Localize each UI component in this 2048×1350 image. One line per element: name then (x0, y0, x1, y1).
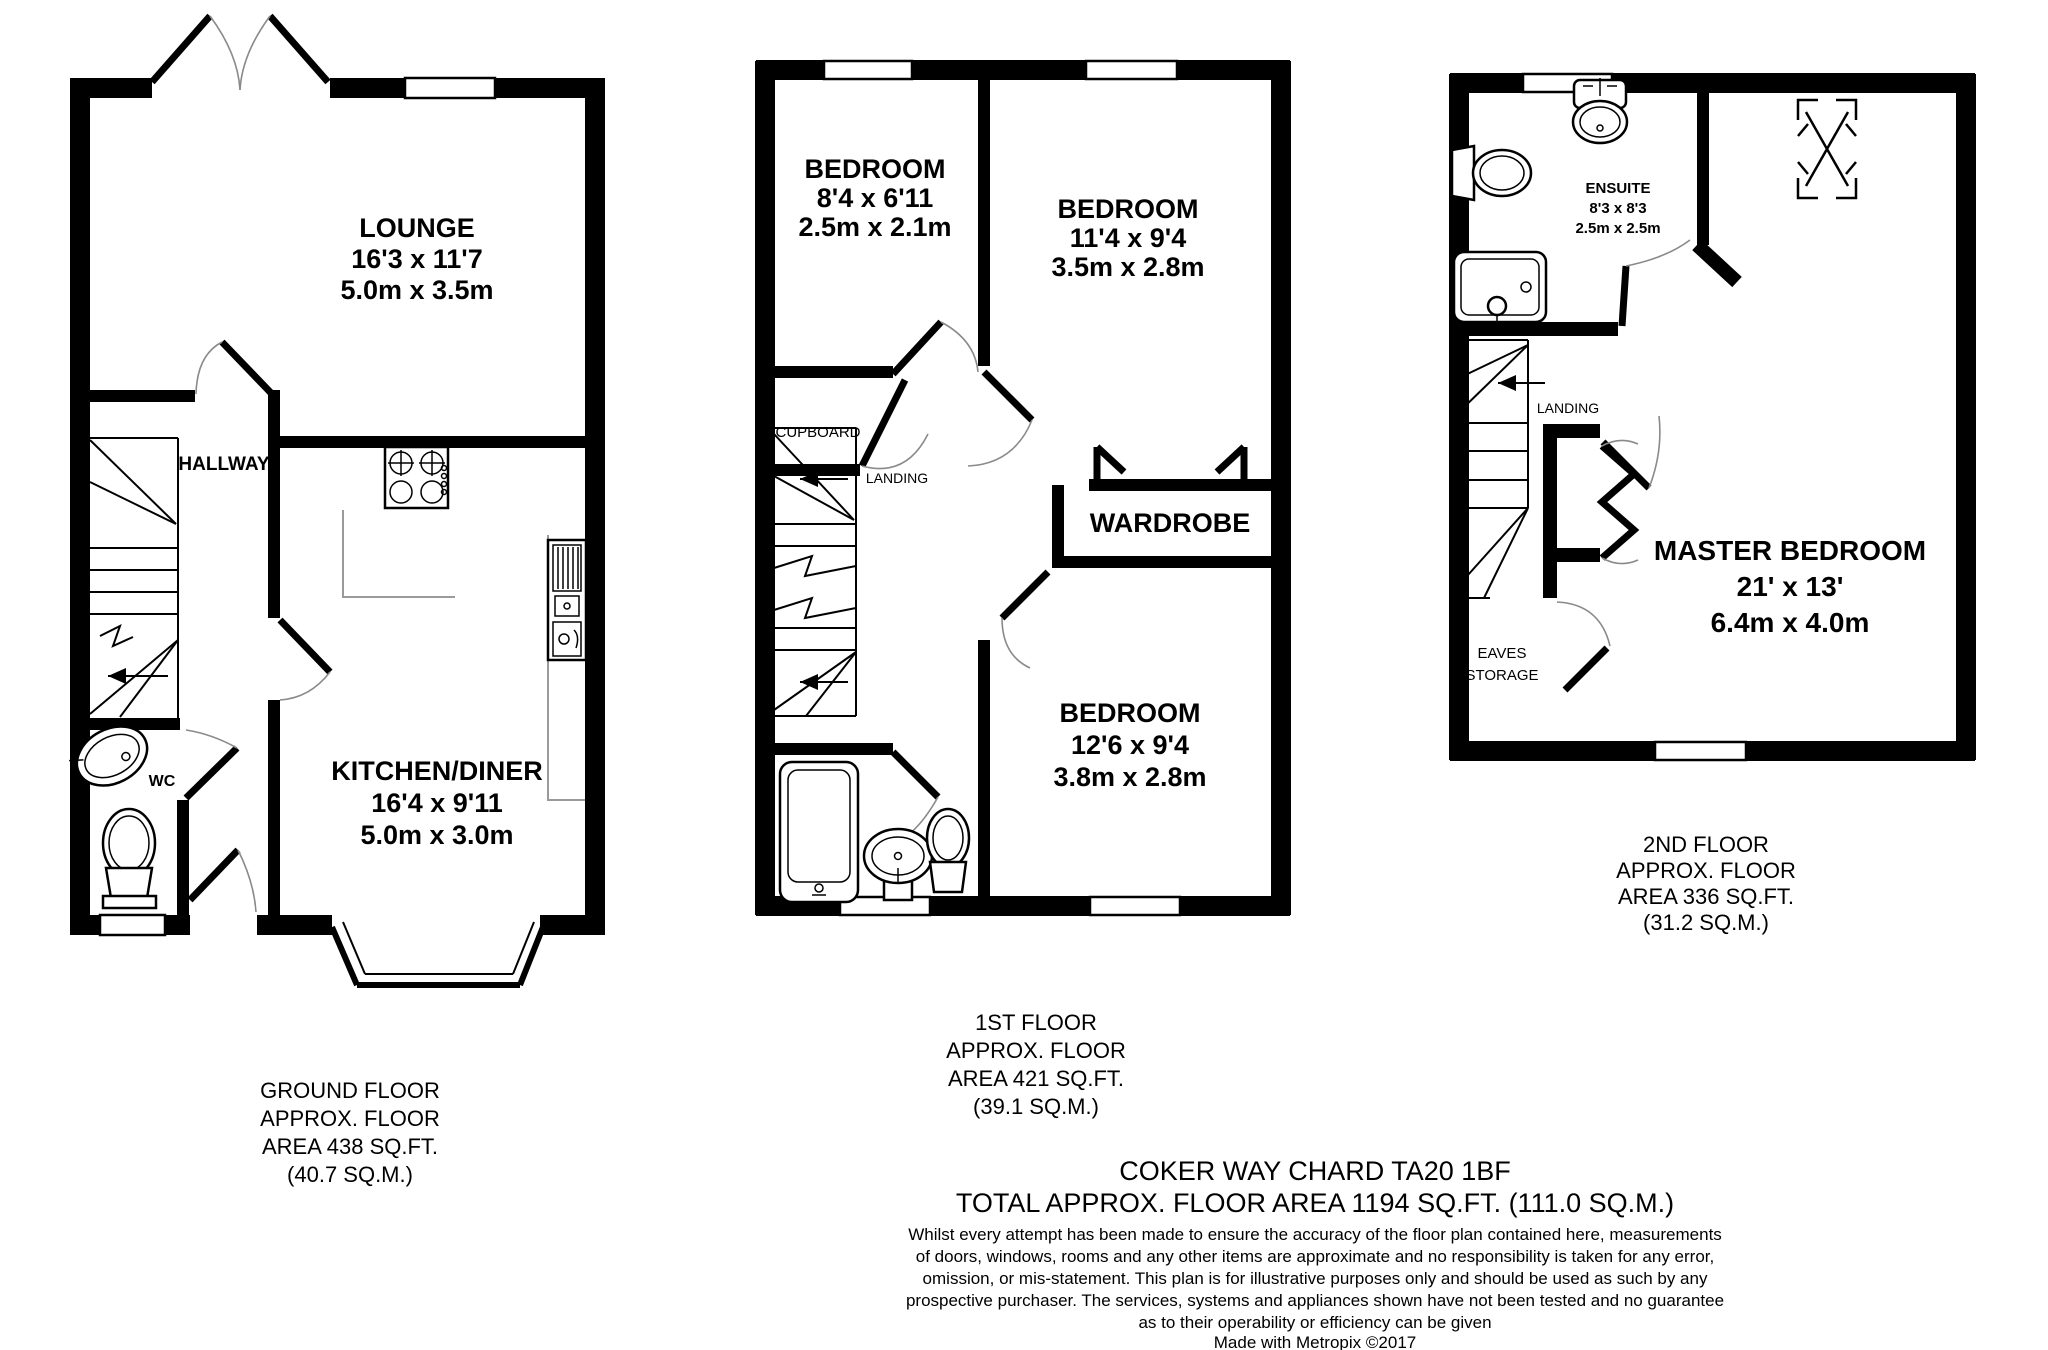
second-floor-plan (1450, 74, 1975, 935)
lounge-window (405, 78, 495, 98)
svg-text:AREA 421 SQ.FT.: AREA 421 SQ.FT. (947, 1066, 1125, 1091)
first-landing-label: LANDING (865, 470, 929, 486)
bay-window-icon (332, 922, 543, 985)
bifold-doors-icon (1602, 446, 1634, 558)
kitchen-imperial: 16'4 x 9'11 (371, 788, 503, 818)
lounge-name: LOUNGE (359, 213, 475, 243)
ground-stairs-icon (90, 438, 178, 718)
bathroom-sink-icon (864, 829, 932, 900)
bedroom-large-window (1090, 897, 1180, 915)
master-imperial: 21' x 13' (1736, 571, 1844, 602)
kitchen-metric: 5.0m x 3.0m (360, 820, 514, 850)
first-floor-caption (946, 1010, 1126, 1119)
bedroom-large-name: BEDROOM (1059, 698, 1201, 728)
room-bedroom-large (1053, 698, 1206, 792)
skylight-icon (1798, 100, 1856, 198)
wc-door-icon (186, 730, 237, 798)
bedroom-mid-name: BEDROOM (1057, 194, 1199, 224)
ground-floor-caption (260, 1078, 440, 1187)
svg-text:AREA 336 SQ.FT.: AREA 336 SQ.FT. (1617, 884, 1795, 909)
svg-text:omission, or mis-statement. Th: omission, or mis-statement. This plan is for illustrative purposes only and should be used as such by any (922, 1269, 1708, 1288)
eaves-door-icon (1557, 602, 1610, 690)
svg-text:as to their operability or eff: as to their operability or efficiency can be given (1138, 1313, 1492, 1332)
lounge-door-icon (196, 342, 272, 394)
ground-exterior-walls (70, 78, 605, 935)
credit: Made with Metropix ©2017 (1213, 1333, 1417, 1350)
svg-text:APPROX. FLOOR: APPROX. FLOOR (946, 1038, 1126, 1063)
bedroom-large-door-icon (1002, 572, 1048, 668)
master-name: MASTER BEDROOM (1653, 535, 1927, 566)
bedroom-small-door-icon (893, 322, 978, 374)
bedroom-mid-window (1086, 61, 1177, 79)
address: COKER WAY CHARD TA20 1BF (1119, 1156, 1511, 1186)
ensuite-toilet-icon (1452, 146, 1531, 200)
wc-window (100, 915, 165, 935)
svg-text:GROUND FLOOR: GROUND FLOOR (260, 1078, 440, 1103)
svg-text:APPROX. FLOOR: APPROX. FLOOR (260, 1106, 440, 1131)
hallway-label: HALLWAY (178, 454, 270, 475)
ensuite-door-icon (1622, 240, 1690, 326)
hob-icon (385, 447, 448, 508)
eaves-storage-label (1465, 645, 1538, 684)
ground-floor-plan (64, 16, 605, 1187)
wardrobe-doors-icon (1097, 447, 1244, 479)
svg-text:(39.1 SQ.M.): (39.1 SQ.M.) (973, 1094, 1099, 1119)
lounge-imperial: 16'3 x 11'7 (351, 244, 483, 274)
disclaimer (906, 1225, 1724, 1332)
room-lounge (340, 213, 493, 305)
ensuite-name: ENSUITE (1585, 180, 1651, 197)
kitchen-door-icon (280, 620, 330, 700)
svg-text:(31.2 SQ.M.): (31.2 SQ.M.) (1643, 910, 1769, 935)
second-floor-caption (1616, 832, 1796, 935)
svg-text:2ND FLOOR: 2ND FLOOR (1643, 832, 1769, 857)
svg-text:EAVES: EAVES (1477, 645, 1527, 662)
svg-text:(40.7 SQ.M.): (40.7 SQ.M.) (287, 1162, 413, 1187)
room-bedroom-small (798, 154, 951, 242)
room-ensuite (1575, 180, 1660, 237)
bath-icon (780, 762, 858, 902)
wc-toilet-icon (103, 809, 156, 908)
first-floor-plan (756, 61, 1290, 1119)
shower-icon (1454, 252, 1546, 324)
kitchen-counter-line (343, 510, 455, 597)
cupboard-label: CUPBOARD (775, 424, 861, 441)
svg-text:APPROX. FLOOR: APPROX. FLOOR (1616, 858, 1796, 883)
ensuite-metric: 2.5m x 2.5m (1575, 220, 1661, 237)
bifold-arc-bottom (1602, 558, 1638, 564)
cupboard-door-icon (862, 380, 928, 469)
svg-text:STORAGE: STORAGE (1465, 667, 1539, 684)
bedroom-mid-metric: 3.5m x 2.8m (1051, 252, 1205, 282)
svg-text:AREA 438 SQ.FT.: AREA 438 SQ.FT. (261, 1134, 439, 1159)
master-window (1655, 742, 1746, 760)
lounge-metric: 5.0m x 3.5m (340, 275, 494, 305)
bedroom-large-metric: 3.8m x 2.8m (1053, 762, 1207, 792)
svg-text:1ST FLOOR: 1ST FLOOR (975, 1010, 1097, 1035)
room-bedroom-mid (1051, 194, 1204, 282)
kitchen-name: KITCHEN/DINER (331, 756, 543, 786)
french-doors-icon (152, 16, 328, 90)
wc-label: WC (148, 773, 176, 790)
front-door-icon (190, 850, 256, 912)
second-stairs-icon (1459, 340, 1545, 598)
bedroom-small-metric: 2.5m x 2.1m (798, 212, 952, 242)
wardrobe-label: WARDROBE (1089, 508, 1251, 538)
svg-text:prospective purchaser. The ser: prospective purchaser. The services, systems and appliances shown have not been tested and no guarantee (905, 1291, 1725, 1310)
ensuite-sink-icon (1573, 78, 1627, 143)
master-metric: 6.4m x 4.0m (1710, 607, 1870, 638)
room-kitchen-diner (331, 756, 543, 850)
second-landing-label: LANDING (1536, 400, 1600, 416)
bedroom-large-imperial: 12'6 x 9'4 (1071, 730, 1189, 760)
total-area: TOTAL APPROX. FLOOR AREA 1194 SQ.FT. (111.0 SQ.M.) (955, 1188, 1675, 1218)
kitchen-sink-icon (548, 540, 586, 660)
footer (906, 1156, 1724, 1350)
bedroom-small-imperial: 8'4 x 6'11 (816, 183, 934, 213)
ensuite-imperial: 8'3 x 8'3 (1589, 200, 1647, 217)
svg-text:of doors, windows, rooms and a: of doors, windows, rooms and any other items are approximate and no responsibility is taken for any error, (915, 1247, 1715, 1266)
bedroom-small-window (824, 61, 912, 79)
svg-text:Whilst every attempt has been: Whilst every attempt has been made to ensure the accuracy of the floor plan contained here, measurements (908, 1225, 1722, 1244)
room-master-bedroom (1654, 535, 1926, 638)
bedroom-mid-door-icon (968, 372, 1032, 466)
bathroom-toilet-icon (927, 809, 969, 892)
bedroom-small-name: BEDROOM (804, 154, 946, 184)
bedroom-mid-imperial: 11'4 x 9'4 (1069, 223, 1187, 253)
